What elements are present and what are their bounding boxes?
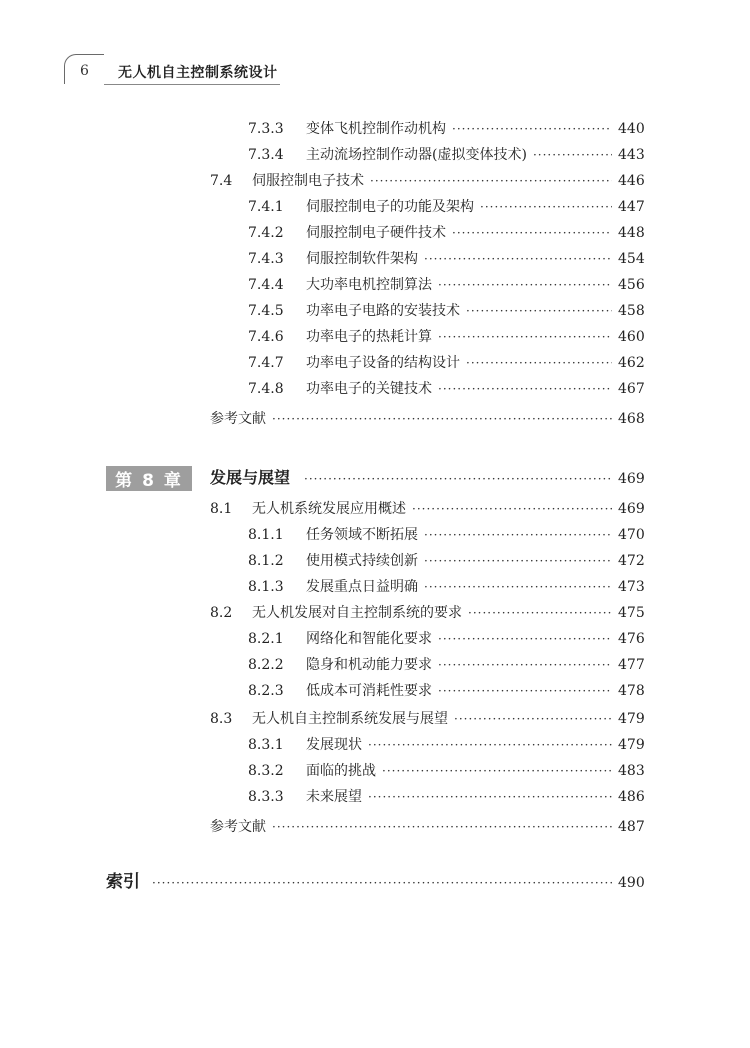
- toc-references-ch7[interactable]: [210, 409, 644, 429]
- chapter-title: 发展与展望: [210, 468, 291, 487]
- chapter-badge: 第 8 章: [106, 466, 192, 491]
- entry-title: 隐身和机动能力要求: [306, 657, 432, 673]
- toc-entry-7-4-5[interactable]: [248, 301, 644, 321]
- entry-title: 发展现状: [306, 737, 362, 753]
- toc-entry-8-1-3[interactable]: [248, 577, 644, 597]
- leader-dots: [438, 275, 612, 295]
- toc-entry-8-2-2[interactable]: [248, 655, 644, 675]
- leader-dots: [424, 577, 612, 597]
- toc-entry-7-4-1[interactable]: [248, 197, 644, 217]
- entry-number: 8.3.1: [248, 737, 284, 753]
- entry-number: 7.3.4: [248, 147, 284, 163]
- toc-entry-8-3-2[interactable]: [248, 761, 644, 781]
- toc-entry-8-3-1[interactable]: [248, 735, 644, 755]
- entry-number: 8.2.1: [248, 631, 284, 647]
- entry-title: 使用模式持续创新: [306, 553, 418, 569]
- leader-dots: [438, 379, 612, 399]
- entry-number: 8.3.3: [248, 789, 284, 805]
- entry-page: 469: [618, 501, 645, 517]
- entry-page: 448: [618, 225, 645, 241]
- entry-number: 7.4.7: [248, 355, 284, 371]
- entry-page: 447: [618, 199, 645, 215]
- leader-dots: [272, 817, 612, 837]
- leader-dots: [382, 761, 612, 781]
- leader-dots: [370, 171, 612, 191]
- entry-page: 479: [618, 737, 645, 753]
- header-rule: [104, 84, 280, 85]
- toc-entry-7-4-3[interactable]: [248, 249, 644, 269]
- entry-page: 468: [618, 411, 645, 427]
- entry-page: 446: [618, 173, 645, 189]
- entry-title: 参考文献: [210, 411, 266, 427]
- book-title: 无人机自主控制系统设计: [118, 65, 278, 81]
- toc-entry-8-2-3[interactable]: [248, 681, 644, 701]
- entry-title: 无人机发展对自主控制系统的要求: [252, 605, 462, 621]
- toc-entry-7-4-4[interactable]: [248, 275, 644, 295]
- entry-number: 8.1.2: [248, 553, 284, 569]
- leader-dots: [424, 249, 612, 269]
- entry-title: 未来展望: [306, 789, 362, 805]
- entry-number: 7.4.3: [248, 251, 284, 267]
- toc-entry-8-1-1[interactable]: [248, 525, 644, 545]
- entry-page: 476: [618, 631, 645, 647]
- index-title: 索引: [106, 872, 140, 892]
- entry-title: 伺服控制电子技术: [252, 173, 364, 189]
- page-number: 6: [80, 63, 89, 79]
- toc-section-8-1[interactable]: [210, 499, 644, 519]
- entry-page: 443: [618, 147, 645, 163]
- leader-dots: [368, 787, 612, 807]
- entry-number: 8.1.3: [248, 579, 284, 595]
- entry-number: 7.4.1: [248, 199, 284, 215]
- entry-number: 7.3.3: [248, 121, 284, 137]
- entry-page: 473: [618, 579, 645, 595]
- entry-title: 参考文献: [210, 819, 266, 835]
- entry-page: 462: [618, 355, 645, 371]
- entry-number: 7.4: [210, 173, 233, 189]
- entry-number: 8.2.3: [248, 683, 284, 699]
- toc-index[interactable]: [106, 872, 644, 892]
- entry-title: 功率电子的关键技术: [306, 381, 432, 397]
- entry-page: 467: [618, 381, 645, 397]
- entry-page: 456: [618, 277, 645, 293]
- entry-title: 主动流场控制作动器(虚拟变体技术): [306, 147, 527, 163]
- leader-dots: [452, 223, 612, 243]
- toc-section-8-3[interactable]: [210, 709, 644, 729]
- entry-title: 大功率电机控制算法: [306, 277, 432, 293]
- entry-page: 458: [618, 303, 645, 319]
- entry-page: 478: [618, 683, 645, 699]
- entry-number: 8.2: [210, 605, 233, 621]
- entry-title: 低成本可消耗性要求: [306, 683, 432, 699]
- toc-entry-8-2-1[interactable]: [248, 629, 644, 649]
- leader-dots: [480, 197, 612, 217]
- entry-number: 7.4.4: [248, 277, 284, 293]
- entry-page: 487: [618, 819, 645, 835]
- toc-section-8-2[interactable]: [210, 603, 644, 623]
- entry-title: 无人机自主控制系统发展与展望: [252, 711, 448, 727]
- entry-number: 7.4.5: [248, 303, 284, 319]
- entry-number: 8.3: [210, 711, 233, 727]
- entry-title: 伺服控制软件架构: [306, 251, 418, 267]
- chapter-page: 469: [618, 471, 645, 487]
- entry-number: 8.2.2: [248, 657, 284, 673]
- entry-title: 无人机系统发展应用概述: [252, 501, 406, 517]
- entry-title: 伺服控制电子的功能及架构: [306, 199, 474, 215]
- leader-dots: [438, 327, 612, 347]
- entry-page: 483: [618, 763, 645, 779]
- entry-title: 面临的挑战: [306, 763, 376, 779]
- entry-title: 功率电子的热耗计算: [306, 329, 432, 345]
- entry-number: 8.1: [210, 501, 233, 517]
- toc-entry-7-3-4[interactable]: [248, 145, 644, 165]
- leader-dots: [152, 873, 612, 893]
- toc-entry-8-1-2[interactable]: [248, 551, 644, 571]
- entry-title: 发展重点日益明确: [306, 579, 418, 595]
- toc-entry-7-4-8[interactable]: [248, 379, 644, 399]
- entry-page: 470: [618, 527, 645, 543]
- leader-dots: [438, 655, 612, 675]
- leader-dots: [438, 681, 612, 701]
- index-page: 490: [618, 875, 645, 891]
- entry-title: 任务领域不断拓展: [306, 527, 418, 543]
- entry-number: 7.4.6: [248, 329, 284, 345]
- leader-dots: [466, 353, 612, 373]
- leader-dots: [272, 409, 612, 429]
- leader-dots: [468, 603, 612, 623]
- toc-entry-7-3-3[interactable]: [248, 119, 644, 139]
- entry-page: 440: [618, 121, 645, 137]
- entry-page: 472: [618, 553, 645, 569]
- toc-entry-7-4-2[interactable]: [248, 223, 644, 243]
- toc-entry-7-4-7[interactable]: [248, 353, 644, 373]
- leader-dots: [424, 551, 612, 571]
- leader-dots: [424, 525, 612, 545]
- entry-title: 网络化和智能化要求: [306, 631, 432, 647]
- entry-number: 7.4.8: [248, 381, 284, 397]
- toc-section-7-4[interactable]: [210, 171, 644, 191]
- entry-title: 功率电子设备的结构设计: [306, 355, 460, 371]
- leader-dots: [368, 735, 612, 755]
- entry-title: 功率电子电路的安装技术: [306, 303, 460, 319]
- leader-dots: [412, 499, 612, 519]
- entry-page: 460: [618, 329, 645, 345]
- leader-dots: [533, 145, 612, 165]
- toc-chapter-8[interactable]: [210, 468, 644, 488]
- entry-title: 变体飞机控制作动机构: [306, 121, 446, 137]
- toc-entry-8-3-3[interactable]: [248, 787, 644, 807]
- entry-number: 7.4.2: [248, 225, 284, 241]
- entry-number: 8.3.2: [248, 763, 284, 779]
- entry-page: 454: [618, 251, 645, 267]
- entry-page: 475: [618, 605, 645, 621]
- entry-number: 8.1.1: [248, 527, 284, 543]
- leader-dots: [304, 469, 612, 489]
- entry-page: 486: [618, 789, 645, 805]
- entry-page: 479: [618, 711, 645, 727]
- entry-page: 477: [618, 657, 645, 673]
- leader-dots: [466, 301, 612, 321]
- leader-dots: [452, 119, 612, 139]
- toc-entry-7-4-6[interactable]: [248, 327, 644, 347]
- toc-references-ch8[interactable]: [210, 817, 644, 837]
- leader-dots: [454, 709, 612, 729]
- leader-dots: [438, 629, 612, 649]
- entry-title: 伺服控制电子硬件技术: [306, 225, 446, 241]
